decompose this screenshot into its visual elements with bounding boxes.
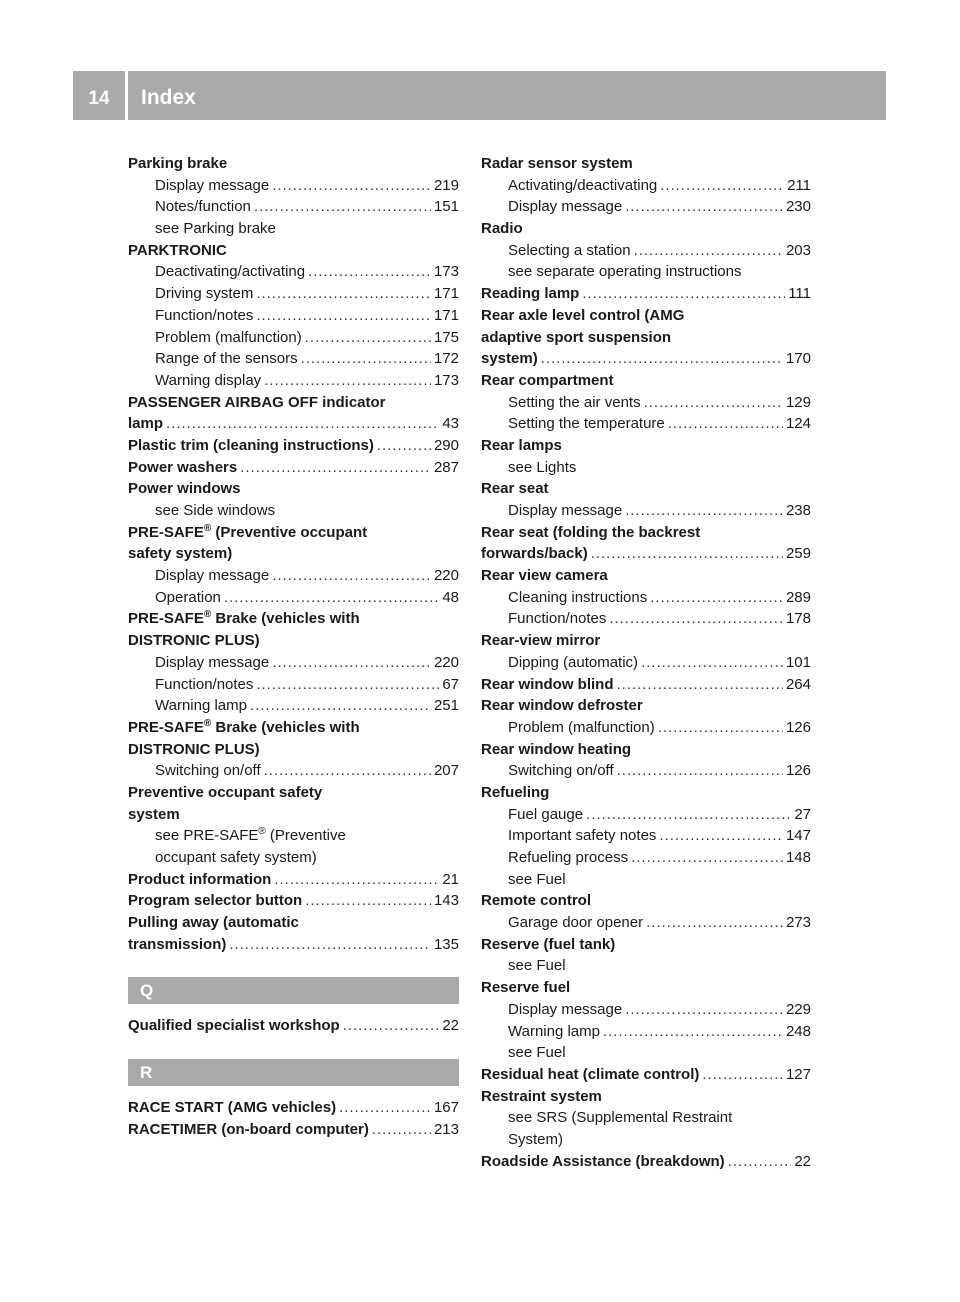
- registered-mark: ®: [203, 717, 212, 729]
- index-subentry[interactable]: [128, 175, 459, 197]
- index-entry: [481, 695, 811, 717]
- entry-label: PASSENGER AIRBAG OFF indicator: [128, 393, 386, 411]
- page-reference[interactable]: 175: [433, 328, 459, 346]
- page-title: Index: [141, 85, 196, 109]
- dot-leader: [617, 674, 783, 696]
- index-subentry[interactable]: [481, 608, 811, 630]
- page-reference[interactable]: 147: [785, 827, 811, 845]
- entry-label: Program selector button: [128, 892, 303, 910]
- dot-leader: [308, 261, 431, 283]
- dot-leader: [229, 934, 431, 956]
- index-entry: [481, 305, 811, 327]
- index-entry: [481, 934, 811, 956]
- index-entry: [481, 522, 811, 544]
- index-subentry[interactable]: [128, 652, 459, 674]
- entry-label: Problem (malfunction): [508, 718, 655, 736]
- page-reference[interactable]: 219: [433, 176, 459, 194]
- dot-leader: [240, 457, 431, 479]
- dot-leader: [658, 717, 783, 739]
- dot-leader: [631, 847, 783, 869]
- index-column-right: [481, 153, 811, 1172]
- index-subentry: [128, 218, 459, 240]
- dot-leader: [668, 413, 783, 435]
- page-reference[interactable]: 178: [785, 610, 811, 628]
- index-subentry: [481, 869, 811, 891]
- page-reference[interactable]: 167: [433, 1099, 459, 1117]
- entry-label: Rear seat: [481, 480, 549, 498]
- dot-leader: [305, 327, 431, 349]
- index-subentry[interactable]: [128, 196, 459, 218]
- index-entry: [481, 327, 811, 349]
- entry-label: Warning display: [155, 371, 262, 389]
- entry-label: Display message: [508, 502, 623, 519]
- index-subentry[interactable]: [481, 240, 811, 262]
- entry-label: Power washers: [128, 458, 238, 476]
- index-entry: [481, 782, 811, 804]
- entry-label: PRE-SAFE® Brake (vehicles with: [128, 609, 360, 628]
- entry-label: RACE START (AMG vehicles): [128, 1099, 337, 1117]
- entry-label: Notes/function: [155, 198, 251, 216]
- index-subentry[interactable]: [128, 348, 459, 370]
- entry-label: see separate operating instructions: [508, 263, 742, 281]
- index-entry: [481, 1086, 811, 1108]
- index-entry[interactable]: [481, 543, 811, 565]
- index-entry: [481, 370, 811, 392]
- index-entry: [481, 977, 811, 999]
- page-reference[interactable]: 259: [785, 545, 811, 563]
- entry-label: Parking brake: [128, 155, 228, 172]
- index-entry[interactable]: [128, 890, 459, 912]
- index-subentry[interactable]: [481, 1021, 811, 1043]
- entry-label: Rear window defroster: [481, 697, 643, 715]
- entry-label: Function/notes: [155, 675, 254, 693]
- entry-label: Restraint system: [481, 1087, 602, 1105]
- index-subentry[interactable]: [128, 261, 459, 283]
- entry-label: Setting the air vents: [508, 393, 641, 411]
- dot-leader: [301, 348, 431, 370]
- entry-label: RACETIMER (on-board computer): [128, 1120, 369, 1138]
- section-spacer: [128, 1037, 459, 1059]
- index-subentry[interactable]: [481, 760, 811, 782]
- dot-leader: [339, 1097, 431, 1119]
- entry-label: PRE-SAFE® (Preventive occupant: [128, 522, 368, 541]
- dot-leader: [650, 587, 783, 609]
- registered-mark: ®: [203, 609, 212, 621]
- index-entry[interactable]: [128, 413, 459, 435]
- dot-leader: [646, 912, 783, 934]
- entry-label: Fuel gauge: [508, 805, 584, 823]
- index-subentry[interactable]: [481, 847, 811, 869]
- dot-leader: [634, 240, 783, 262]
- index-letter-heading: Q: [128, 977, 459, 1004]
- entry-label: Range of the sensors: [155, 350, 298, 368]
- entry-label: Reserve fuel: [481, 979, 571, 997]
- page-reference[interactable]: 48: [442, 588, 459, 606]
- index-subentry[interactable]: [128, 283, 459, 305]
- index-entry[interactable]: [128, 1097, 459, 1119]
- entry-label: Deactivating/activating: [155, 263, 306, 281]
- page-reference[interactable]: 22: [794, 1152, 811, 1170]
- entry-label: Rear view camera: [481, 567, 608, 585]
- entry-label: Display message: [508, 1000, 623, 1018]
- index-entry: [128, 630, 459, 652]
- dot-leader: [250, 695, 431, 717]
- page-reference[interactable]: 171: [433, 285, 459, 303]
- index-entry[interactable]: [128, 457, 459, 479]
- index-entry: [481, 435, 811, 457]
- page-reference[interactable]: 22: [442, 1017, 459, 1035]
- index-entry[interactable]: [481, 348, 811, 370]
- entry-label: see Fuel: [508, 1044, 566, 1062]
- index-entry: [128, 240, 459, 262]
- index-entry[interactable]: [481, 1151, 811, 1173]
- entry-label: adaptive sport suspension: [481, 328, 672, 346]
- index-subentry: [481, 955, 811, 977]
- dot-leader: [617, 760, 783, 782]
- entry-label: Rear-view mirror: [481, 632, 601, 650]
- registered-mark: ®: [203, 522, 212, 534]
- index-subentry: [128, 825, 459, 847]
- entry-label: see PRE-SAFE® (Preventive: [155, 826, 346, 845]
- index-subentry[interactable]: [481, 175, 811, 197]
- entry-label: Switching on/off: [155, 762, 261, 780]
- index-subentry: [481, 457, 811, 479]
- entry-label: Reading lamp: [481, 285, 580, 303]
- page-reference[interactable]: 143: [433, 892, 459, 910]
- page-reference[interactable]: 248: [785, 1022, 811, 1040]
- dot-leader: [166, 413, 439, 435]
- dot-leader: [586, 804, 791, 826]
- index-subentry[interactable]: [481, 392, 811, 414]
- index-subentry: [481, 1129, 811, 1151]
- entry-label: DISTRONIC PLUS): [128, 632, 260, 650]
- entry-label: PRE-SAFE® Brake (vehicles with: [128, 717, 360, 736]
- entry-label: Switching on/off: [508, 762, 614, 780]
- dot-leader: [641, 652, 783, 674]
- entry-label: Important safety notes: [508, 827, 657, 845]
- index-subentry[interactable]: [128, 370, 459, 392]
- entry-label: Dipping (automatic): [508, 653, 639, 671]
- entry-label: see Side windows: [155, 502, 276, 519]
- dot-leader: [272, 175, 431, 197]
- index-entry: [128, 912, 459, 934]
- entry-label: Rear compartment: [481, 371, 614, 389]
- index-subentry: [481, 261, 811, 283]
- index-subentry[interactable]: [481, 912, 811, 934]
- dot-leader: [305, 890, 431, 912]
- index-entry: [128, 392, 459, 414]
- entry-label: Rear axle level control (AMG: [481, 306, 685, 324]
- entry-label: system): [481, 350, 538, 368]
- page-reference[interactable]: 67: [442, 675, 459, 693]
- index-subentry[interactable]: [481, 587, 811, 609]
- page-reference[interactable]: 101: [785, 653, 811, 671]
- entry-label: occupant safety system): [155, 849, 317, 866]
- page-reference[interactable]: 273: [785, 914, 811, 932]
- dot-leader: [609, 608, 783, 630]
- index-subentry[interactable]: [481, 500, 811, 522]
- page-reference[interactable]: 170: [785, 350, 811, 368]
- page-reference[interactable]: 172: [433, 350, 459, 368]
- index-entry: [481, 739, 811, 761]
- page-reference[interactable]: 238: [785, 502, 811, 519]
- index-subentry[interactable]: [128, 587, 459, 609]
- page-reference[interactable]: 151: [433, 198, 459, 216]
- page-reference[interactable]: 173: [433, 371, 459, 389]
- entry-label: see SRS (Supplemental Restraint: [508, 1109, 733, 1127]
- entry-label: transmission): [128, 935, 227, 953]
- registered-mark: ®: [258, 826, 266, 838]
- page-reference[interactable]: 203: [785, 241, 811, 259]
- index-subentry[interactable]: [128, 327, 459, 349]
- entry-label: see Lights: [508, 458, 577, 476]
- index-entry: [128, 153, 459, 175]
- dot-leader: [372, 1119, 431, 1141]
- entry-label: Refueling process: [508, 849, 629, 866]
- entry-label: Activating/deactivating: [508, 176, 658, 194]
- index-entry: [128, 608, 459, 630]
- entry-label: Operation: [155, 588, 221, 606]
- page-reference[interactable]: 287: [433, 458, 459, 476]
- page-reference[interactable]: 21: [442, 870, 459, 888]
- entry-label: DISTRONIC PLUS): [128, 740, 260, 758]
- page-reference[interactable]: 220: [433, 653, 459, 671]
- entry-label: Display message: [155, 176, 270, 194]
- index-entry: [481, 565, 811, 587]
- entry-label: Product information: [128, 870, 272, 888]
- index-entry: [128, 717, 459, 739]
- dot-leader: [591, 543, 783, 565]
- dot-leader: [343, 1015, 440, 1037]
- dot-leader: [659, 825, 783, 847]
- dot-leader: [660, 175, 784, 197]
- dot-leader: [272, 565, 431, 587]
- index-entry[interactable]: [128, 1015, 459, 1037]
- index-entry[interactable]: [481, 674, 811, 696]
- entry-label: System): [508, 1130, 564, 1148]
- entry-label: Warning lamp: [155, 697, 247, 715]
- page-reference[interactable]: 264: [785, 675, 811, 693]
- index-entry: [128, 522, 459, 544]
- header-divider: [125, 71, 128, 120]
- index-entry: [128, 739, 459, 761]
- page-reference[interactable]: 213: [433, 1120, 459, 1138]
- entry-label: Residual heat (climate control): [481, 1065, 700, 1083]
- index-entry: [481, 890, 811, 912]
- index-subentry[interactable]: [481, 999, 811, 1021]
- page-reference[interactable]: 124: [785, 415, 811, 433]
- entry-label: Qualified specialist workshop: [128, 1017, 340, 1035]
- entry-label: Roadside Assistance (breakdown): [481, 1152, 725, 1170]
- dot-leader: [625, 196, 783, 218]
- index-entry: [481, 630, 811, 652]
- entry-label: see Fuel: [508, 957, 566, 975]
- dot-leader: [644, 392, 783, 414]
- entry-label: safety system): [128, 545, 233, 563]
- page-reference[interactable]: 126: [785, 718, 811, 736]
- index-entry: [128, 782, 459, 804]
- entry-label: Reserve (fuel tank): [481, 935, 616, 953]
- dot-leader: [254, 196, 431, 218]
- dot-leader: [256, 283, 431, 305]
- entry-label: Rear lamps: [481, 436, 562, 454]
- index-entry: [481, 153, 811, 175]
- index-subentry[interactable]: [481, 717, 811, 739]
- page-reference[interactable]: 129: [785, 393, 811, 411]
- index-subentry[interactable]: [481, 196, 811, 218]
- index-entry[interactable]: [481, 1064, 811, 1086]
- index-subentry[interactable]: [128, 305, 459, 327]
- entry-label: Radio: [481, 220, 523, 238]
- index-subentry[interactable]: [128, 760, 459, 782]
- index-entry[interactable]: [128, 869, 459, 891]
- entry-label: Selecting a station: [508, 241, 631, 259]
- entry-label: Setting the temperature: [508, 415, 665, 433]
- dot-leader: [272, 652, 431, 674]
- entry-label: Rear window blind: [481, 675, 614, 693]
- page-reference[interactable]: 171: [433, 306, 459, 324]
- dot-leader: [256, 674, 439, 696]
- page-reference[interactable]: 289: [785, 588, 811, 606]
- entry-label: Warning lamp: [508, 1022, 600, 1040]
- page-reference[interactable]: 173: [433, 263, 459, 281]
- page-reference[interactable]: 251: [433, 697, 459, 715]
- section-spacer: [128, 955, 459, 977]
- page-reference[interactable]: 148: [785, 849, 811, 866]
- index-column-left: [128, 153, 459, 1141]
- index-subentry: [481, 1042, 811, 1064]
- dot-leader: [702, 1064, 783, 1086]
- entry-label: lamp: [128, 415, 164, 433]
- entry-label: PARKTRONIC: [128, 241, 227, 259]
- entry-label: system: [128, 805, 180, 823]
- entry-label: Preventive occupant safety: [128, 783, 323, 801]
- index-entry: [128, 804, 459, 826]
- entry-label: Problem (malfunction): [155, 328, 302, 346]
- page-number: 14: [88, 87, 110, 109]
- index-entry[interactable]: [128, 1119, 459, 1141]
- index-entry: [481, 218, 811, 240]
- entry-label: Display message: [155, 567, 270, 585]
- index-subentry[interactable]: [481, 804, 811, 826]
- page-reference[interactable]: 135: [433, 935, 459, 953]
- entry-label: Remote control: [481, 892, 592, 910]
- index-entry: [481, 478, 811, 500]
- entry-label: Function/notes: [155, 306, 254, 324]
- dot-leader: [224, 587, 439, 609]
- index-subentry[interactable]: [128, 565, 459, 587]
- index-subentry: [128, 847, 459, 869]
- index-subentry: [128, 500, 459, 522]
- page-reference[interactable]: 127: [785, 1065, 811, 1083]
- page-reference[interactable]: 27: [794, 805, 811, 823]
- dot-leader: [541, 348, 783, 370]
- index-subentry: [481, 1107, 811, 1129]
- page-reference[interactable]: 229: [785, 1000, 811, 1018]
- entry-label: forwards/back): [481, 545, 588, 563]
- page-reference[interactable]: 220: [433, 567, 459, 585]
- dot-leader: [264, 370, 431, 392]
- entry-label: Plastic trim (cleaning instructions): [128, 436, 374, 454]
- dot-leader: [582, 283, 785, 305]
- index-entry[interactable]: [481, 283, 811, 305]
- index-entry: [128, 478, 459, 500]
- entry-label: Rear seat (folding the backrest: [481, 523, 701, 541]
- entry-label: Pulling away (automatic: [128, 914, 299, 932]
- entry-label: see Parking brake: [155, 220, 276, 238]
- dot-leader: [274, 869, 439, 891]
- dot-leader: [625, 999, 783, 1021]
- index-entry[interactable]: [128, 934, 459, 956]
- entry-label: Display message: [155, 653, 270, 671]
- dot-leader: [256, 305, 431, 327]
- page-reference[interactable]: 207: [433, 762, 459, 780]
- page-reference[interactable]: 290: [433, 436, 459, 454]
- index-subentry[interactable]: [128, 695, 459, 717]
- entry-label: Garage door opener: [508, 914, 644, 932]
- page-reference[interactable]: 43: [442, 415, 459, 433]
- entry-label: Radar sensor system: [481, 155, 633, 172]
- page-reference[interactable]: 126: [785, 762, 811, 780]
- entry-label: Function/notes: [508, 610, 607, 628]
- page-header: [73, 71, 886, 120]
- entry-label: Cleaning instructions: [508, 588, 648, 606]
- index-entry[interactable]: [128, 435, 459, 457]
- index-letter-heading: R: [128, 1059, 459, 1086]
- index-subentry[interactable]: [481, 825, 811, 847]
- index-subentry[interactable]: [481, 652, 811, 674]
- page-reference[interactable]: 111: [788, 285, 811, 303]
- entry-label: Driving system: [155, 285, 254, 303]
- page-reference[interactable]: 211: [787, 176, 811, 194]
- index-subentry[interactable]: [128, 674, 459, 696]
- entry-label: see Fuel: [508, 870, 566, 888]
- page-reference[interactable]: 230: [785, 198, 811, 216]
- entry-label: Rear window heating: [481, 740, 632, 758]
- entry-label: Power windows: [128, 480, 241, 498]
- dot-leader: [728, 1151, 792, 1173]
- dot-leader: [603, 1021, 783, 1043]
- index-entry: [128, 543, 459, 565]
- entry-label: Refueling: [481, 783, 550, 801]
- dot-leader: [264, 760, 431, 782]
- index-subentry[interactable]: [481, 413, 811, 435]
- dot-leader: [377, 435, 431, 457]
- dot-leader: [625, 500, 783, 522]
- entry-label: Display message: [508, 198, 623, 216]
